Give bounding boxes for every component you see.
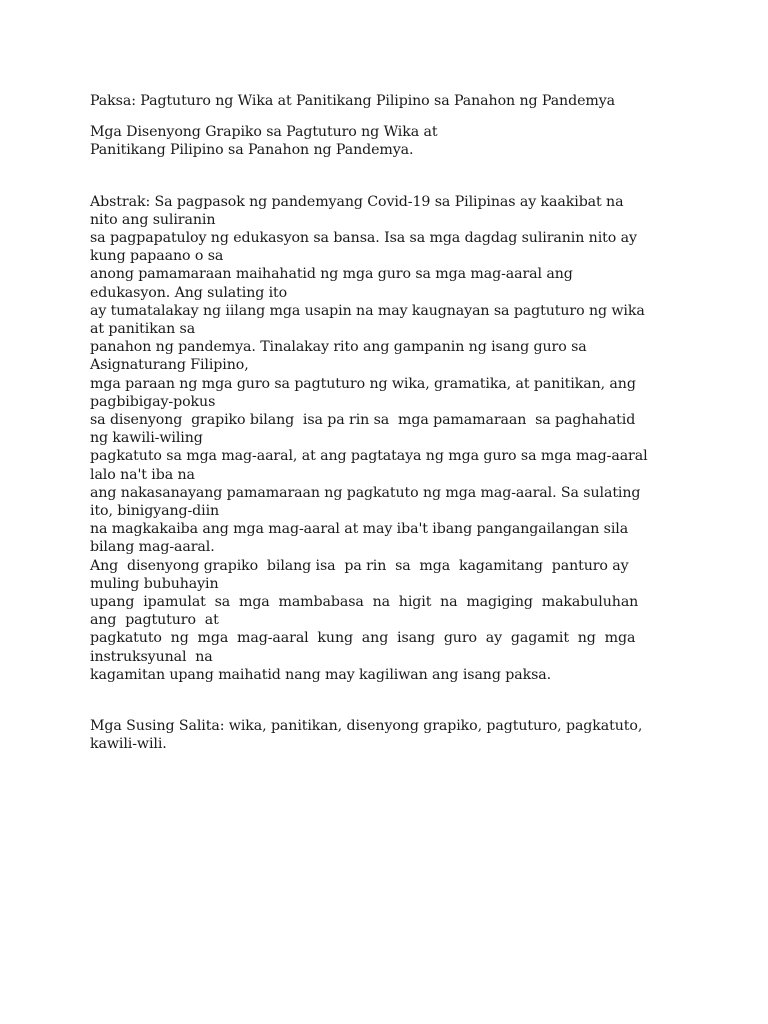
keywords-line: kawili-wili. [90,736,167,753]
abstract-line: nito ang suliranin [90,211,216,228]
abstract-line: pagkatuto sa mga mag-aaral, at ang pagtataya ng mga guro sa mga mag-aaral [90,448,648,465]
abstract-line: kung papaano o sa [90,248,224,265]
abstract-block [90,193,690,557]
abstract-line: Asignaturang Filipino, [90,357,249,374]
abstract-line: pagbibigay-pokus [90,393,216,410]
document-page [90,92,690,754]
abstract-line: panahon ng pandemya. Tinalakay rito ang gampanin ng isang guro sa [90,339,587,356]
spacer [90,160,690,193]
abstract-line: ang nakasanayang pamamaraan ng pagkatuto ng mga mag-aaral. Sa sulating [90,484,641,501]
abstract-line: at panitikan sa [90,321,196,338]
title-line-2: Panitikang Pilipino sa Panahon ng Pandemya. [90,142,414,159]
abstract-line: edukasyon. Ang sulating ito [90,284,288,301]
abstract-line: ay tumatalakay ng iilang mga usapin na may kaugnayan sa pagtuturo ng wika [90,302,645,319]
spacer [90,684,690,717]
justified-paragraph [90,557,690,684]
abstract-line: na magkakaiba ang mga mag-aaral at may iba't ibang pangangailangan sila [90,521,629,538]
abstract-line: mga paraan ng mga guro sa pagtuturo ng wika, gramatika, at panitikan, ang [90,375,636,392]
keywords-block [90,717,690,753]
spacer [90,110,690,123]
paragraph-line: kagamitan upang maihatid nang may kagiliwan ang isang paksa. [90,666,552,683]
keywords-line: Mga Susing Salita: wika, panitikan, disenyong grapiko, pagtuturo, pagkatuto, [90,718,643,735]
abstract-line: bilang mag-aaral. [90,539,215,556]
abstract-line: anong pamamaraan maihahatid ng mga guro sa mga mag-aaral ang [90,266,573,283]
topic-line: Paksa: Pagtuturo ng Wika at Panitikang Pilipino sa Panahon ng Pandemya [90,93,615,109]
abstract-line: Abstrak: Sa pagpasok ng pandemyang Covid-19 sa Pilipinas ay kaakibat na [90,193,624,210]
abstract-line: lalo na't iba na [90,466,195,483]
abstract-line: sa pagpapatuloy ng edukasyon sa bansa. Isa sa mga dagdag suliranin nito ay [90,230,637,247]
abstract-line: ng kawili-wiling [90,430,203,447]
paragraph-line: muling bubuhayin [90,575,219,592]
paragraph-line: instruksyunal na [90,648,213,665]
paragraph-line: upang ipamulat sa mga mambabasa na higit na magiging makabuluhan [90,594,639,611]
abstract-line: sa disenyong grapiko bilang isa pa rin sa mga pamamaraan sa paghahatid [90,412,636,429]
paragraph-line: Ang disenyong grapiko bilang isa pa rin sa mga kagamitang panturo ay [90,557,629,574]
paragraph-line: ang pagtuturo at [90,612,219,629]
paragraph-line: pagkatuto ng mga mag-aaral kung ang isang guro ay gagamit ng mga [90,630,636,647]
title-line-1: Mga Disenyong Grapiko sa Pagtuturo ng Wika at [90,124,438,141]
abstract-line: ito, binigyang-diin [90,503,220,520]
